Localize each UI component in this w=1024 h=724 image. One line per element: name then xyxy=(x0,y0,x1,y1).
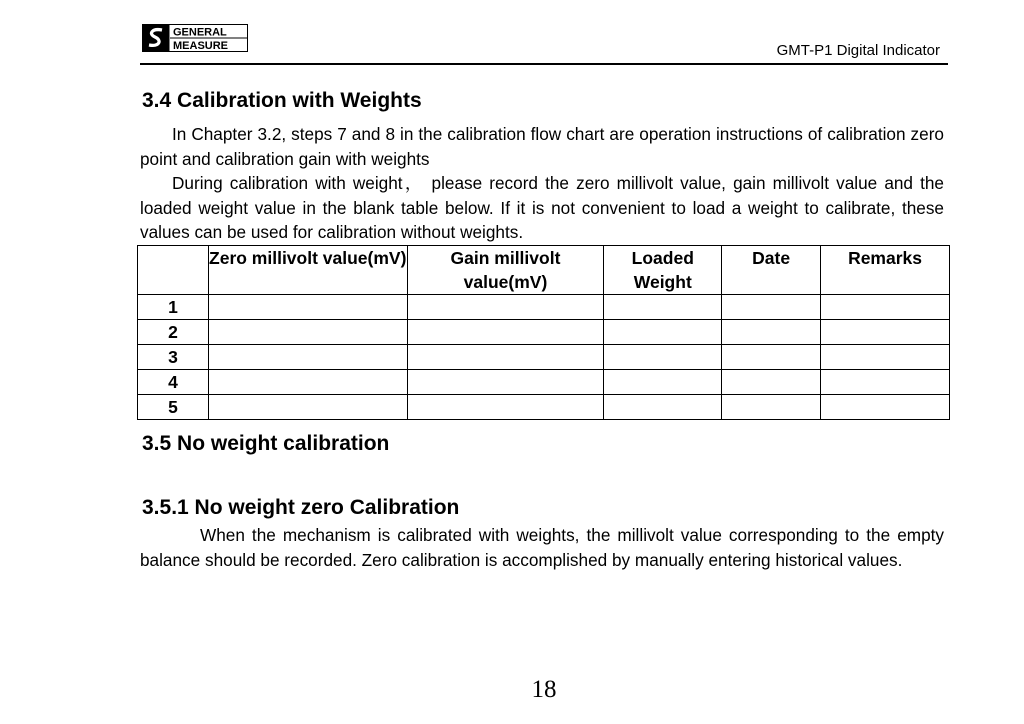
remarks-cell xyxy=(821,320,950,345)
row-number: 3 xyxy=(138,345,209,370)
date-cell xyxy=(722,370,821,395)
section-3-4-heading: 3.4 Calibration with Weights xyxy=(142,89,422,112)
table-header-remarks: Remarks xyxy=(821,246,950,295)
table-row xyxy=(138,295,950,320)
table-row xyxy=(138,345,950,370)
row-number: 2 xyxy=(138,320,209,345)
zero-mv-cell xyxy=(208,295,407,320)
document-title: GMT-P1 Digital Indicator xyxy=(776,42,940,59)
date-cell xyxy=(722,395,821,420)
remarks-cell xyxy=(821,345,950,370)
company-logo xyxy=(142,24,248,52)
section-3-4-paragraph-1: In Chapter 3.2, steps 7 and 8 in the calibration flow chart are operation instructions of calibration zero point and calibration gain with weights xyxy=(140,124,944,169)
weight-cell xyxy=(604,345,722,370)
section-3-5-1-paragraph: When the mechanism is calibrated with weights, the millivolt value corresponding to the empty balance should be recorded. Zero calibration is accomplished by manually entering historical values. xyxy=(140,525,944,570)
table-header-gain-millivolt: Gain millivolt value(mV) xyxy=(407,246,604,295)
calibration-record-table xyxy=(137,245,950,420)
header-divider xyxy=(140,63,948,65)
section-3-5-1-heading: 3.5.1 No weight zero Calibration xyxy=(142,496,460,519)
section-3-5-heading: 3.5 No weight calibration xyxy=(142,432,390,455)
weight-cell xyxy=(604,320,722,345)
gain-mv-cell xyxy=(407,345,604,370)
table-header-loaded-weight: Loaded Weight xyxy=(604,246,722,295)
gain-mv-cell xyxy=(407,320,604,345)
table-header-zero-millivolt: Zero millivolt value(mV) xyxy=(208,246,407,295)
table-header-date: Date xyxy=(722,246,821,295)
table-row xyxy=(138,320,950,345)
table-header-row xyxy=(138,246,950,295)
logo-text-general: GENERAL xyxy=(173,26,227,39)
logo-text-measure: MEASURE xyxy=(173,40,229,52)
gain-mv-cell xyxy=(407,395,604,420)
date-cell xyxy=(722,320,821,345)
zero-mv-cell xyxy=(208,345,407,370)
zero-mv-cell xyxy=(208,370,407,395)
row-number: 4 xyxy=(138,370,209,395)
remarks-cell xyxy=(821,395,950,420)
section-3-4-body xyxy=(140,122,944,245)
section-3-5-1-body xyxy=(140,523,944,572)
row-number: 5 xyxy=(138,395,209,420)
table-row xyxy=(138,370,950,395)
date-cell xyxy=(722,295,821,320)
weight-cell xyxy=(604,295,722,320)
zero-mv-cell xyxy=(208,395,407,420)
page-number: 18 xyxy=(531,676,557,703)
weight-cell xyxy=(604,370,722,395)
date-cell xyxy=(722,345,821,370)
remarks-cell xyxy=(821,370,950,395)
gain-mv-cell xyxy=(407,295,604,320)
gain-mv-cell xyxy=(407,370,604,395)
zero-mv-cell xyxy=(208,320,407,345)
table-header-index xyxy=(138,246,209,295)
section-3-4-paragraph-2: During calibration with weight， please record the zero millivolt value, gain millivolt value and the loaded weight value in the blank table below. If it is not convenient to load a weight to calibrate, these values can be used for calibration without weights. xyxy=(140,173,944,242)
row-number: 1 xyxy=(138,295,209,320)
remarks-cell xyxy=(821,295,950,320)
weight-cell xyxy=(604,395,722,420)
table-row xyxy=(138,395,950,420)
